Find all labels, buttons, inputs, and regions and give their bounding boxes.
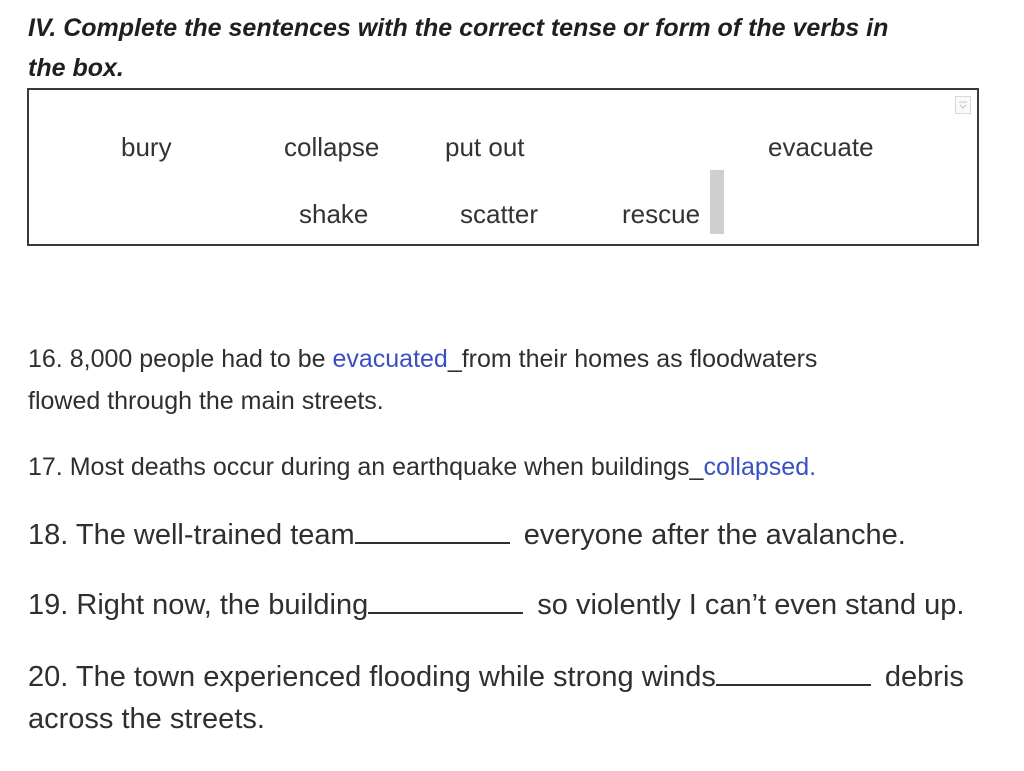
heading-line-1: IV. Complete the sentences with the correct tense or form of the verbs in — [28, 14, 889, 42]
question-text-before: Right now, the building — [76, 589, 369, 621]
question-number: 19. — [28, 589, 69, 621]
word-box — [27, 88, 979, 246]
question-16-continuation — [28, 380, 384, 422]
answer-blank[interactable] — [368, 590, 523, 614]
question-text-after: so violently I can’t even stand up. — [529, 589, 965, 621]
question-text-before: Most deaths occur during an earthquake when buildings_ — [69, 453, 704, 481]
word-collapse: collapse — [284, 132, 380, 162]
question-20-continuation — [28, 698, 265, 740]
question-text-before: The well-trained team — [75, 519, 355, 551]
word-scatter: scatter — [460, 199, 539, 229]
question-number: 16. — [28, 345, 63, 373]
question-number: 17. — [28, 453, 63, 481]
dropdown-toggle-button[interactable] — [955, 96, 971, 114]
question-text-before: The town experienced flooding while strong winds — [75, 661, 716, 693]
word-put-out: put out — [445, 132, 525, 162]
question-number: 18. — [28, 519, 69, 551]
question-text-line-2: across the streets. — [28, 703, 265, 735]
question-text-after: debris — [876, 661, 964, 693]
question-18 — [28, 514, 906, 556]
answer-blank[interactable] — [716, 662, 871, 686]
question-19 — [28, 584, 964, 626]
exercise-heading — [28, 8, 1024, 88]
heading-line-2: the box. — [28, 54, 124, 82]
word-rescue: rescue — [622, 199, 701, 229]
question-16 — [28, 338, 817, 380]
chevron-down-icon — [956, 97, 970, 113]
question-text-after: _from their homes as floodwaters — [447, 345, 818, 373]
question-text-after: everyone after the avalanche. — [515, 519, 906, 551]
filled-answer[interactable]: collapsed. — [703, 453, 817, 481]
answer-blank[interactable] — [355, 520, 510, 544]
question-17 — [28, 446, 816, 488]
question-text-before: 8,000 people had to be — [69, 345, 333, 373]
question-20 — [28, 656, 964, 698]
word-evacuate: evacuate — [768, 132, 874, 162]
word-bury: bury — [121, 132, 172, 162]
question-number: 20. — [28, 661, 69, 693]
text-cursor-bar — [710, 170, 724, 234]
word-shake: shake — [299, 199, 369, 229]
question-text-line-2: flowed through the main streets. — [28, 387, 384, 415]
filled-answer[interactable]: evacuated — [332, 345, 448, 373]
